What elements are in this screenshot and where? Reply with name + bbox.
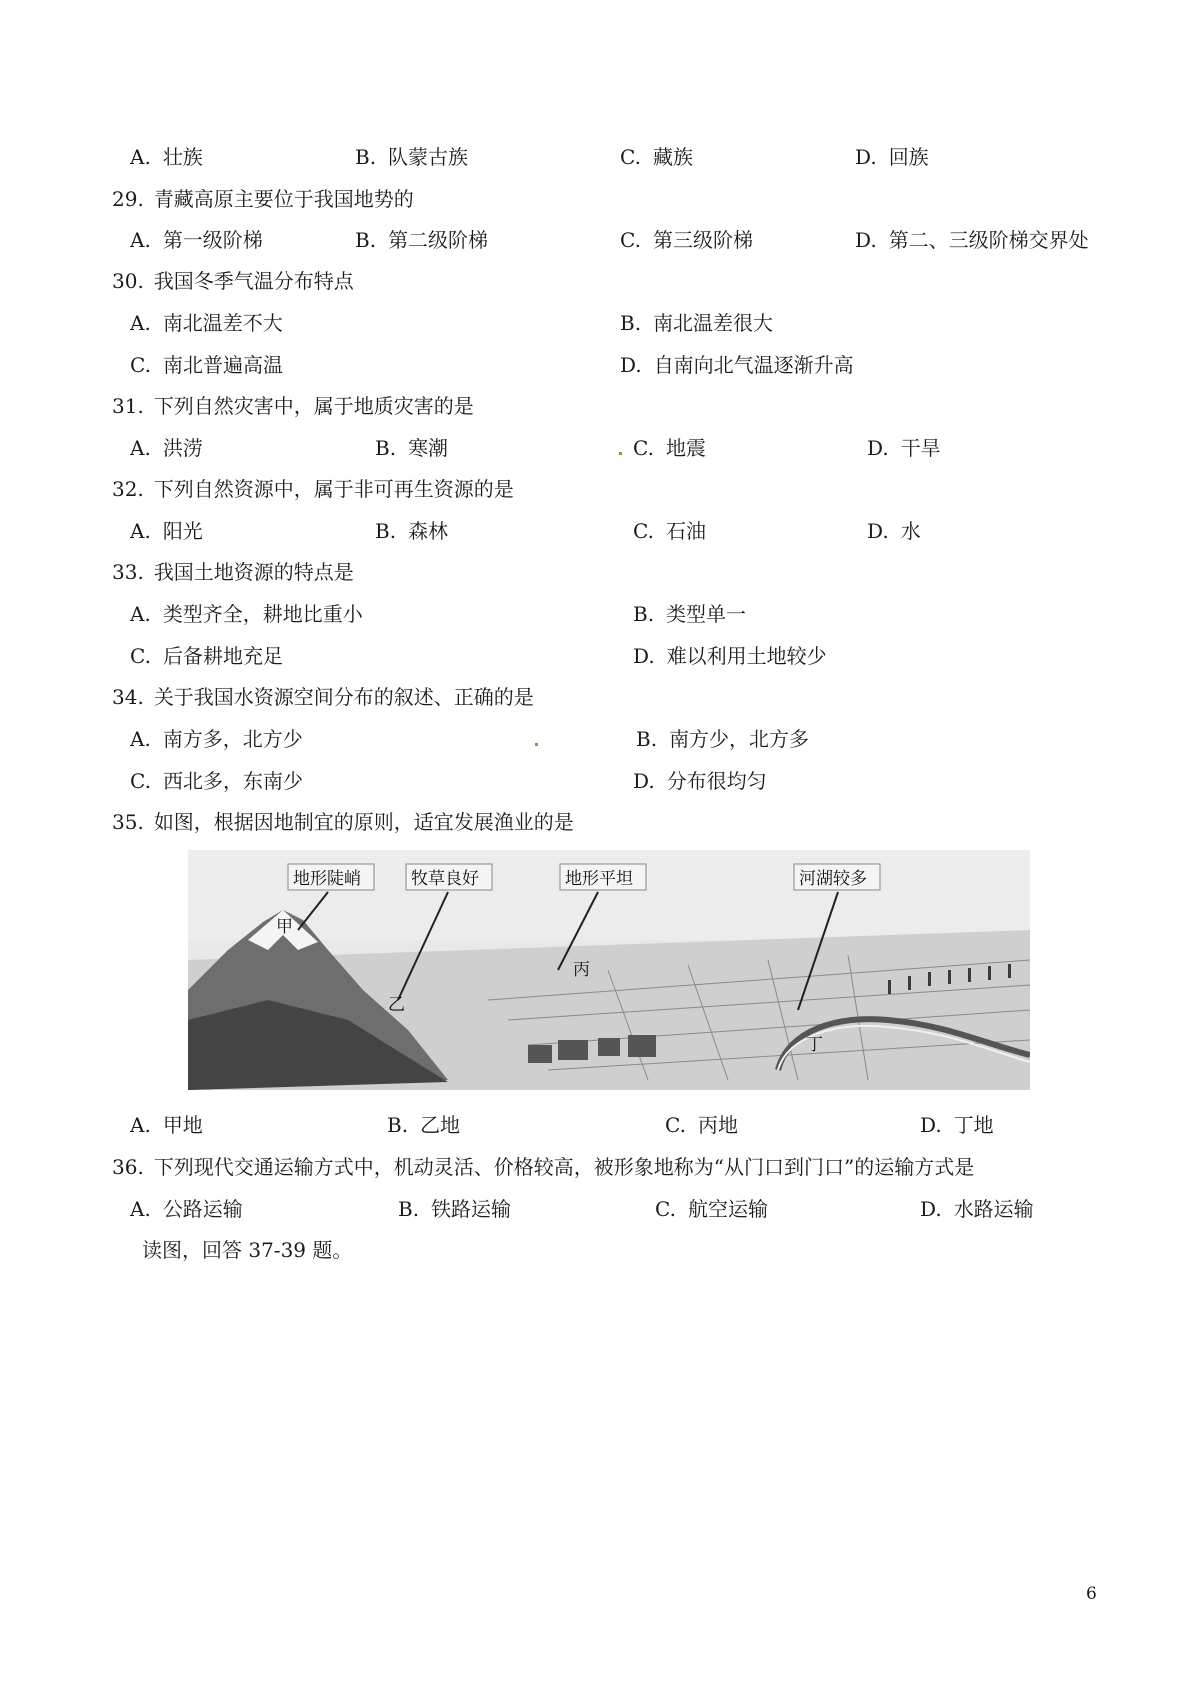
q36-option-c: C. 航空运输 <box>655 1197 768 1221</box>
q34-option-d: D. 分布很均匀 <box>633 769 767 793</box>
q31-option-d: D. 干旱 <box>867 436 941 460</box>
q33-option-b: B. 类型单一 <box>633 602 747 626</box>
q31-option-c: C. 地震 <box>633 436 706 460</box>
q30-option-a: A. 南北温差不大 <box>130 311 283 335</box>
q33-stem: 33. 我国土地资源的特点是 <box>112 560 354 584</box>
q35-option-d: D. 丁地 <box>920 1113 994 1137</box>
q35-option-a: A. 甲地 <box>130 1113 203 1137</box>
q29-stem: 29. 青藏高原主要位于我国地势的 <box>112 187 414 211</box>
q28-option-c: C. 藏族 <box>620 145 693 169</box>
q31-option-a: A. 洪涝 <box>130 436 203 460</box>
q35-stem: 35. 如图，根据因地制宜的原则，适宜发展渔业的是 <box>112 810 574 834</box>
figure-label-1: 地形陡峭 <box>293 869 361 889</box>
q30-option-b: B. 南北温差很大 <box>620 311 774 335</box>
q29-option-d: D. 第二、三级阶梯交界处 <box>855 228 1089 252</box>
q34-option-b: B. 南方少，北方多 <box>636 727 810 751</box>
print-speck <box>619 452 622 455</box>
q33-option-d: D. 难以利用土地较少 <box>633 644 827 668</box>
q31-option-b: B. 寒潮 <box>375 436 449 460</box>
q29-option-a: A. 第一级阶梯 <box>130 228 263 252</box>
q32-option-d: D. 水 <box>867 519 921 543</box>
landscape-figure <box>188 850 1030 1090</box>
q33-option-c: C. 后备耕地充足 <box>130 644 283 668</box>
q28-option-d: D. 回族 <box>855 145 929 169</box>
q36-option-b: B. 铁路运输 <box>398 1197 512 1221</box>
figure-marker-jia: 甲 <box>276 917 293 937</box>
figure-marker-ding: 丁 <box>806 1035 823 1055</box>
q32-option-c: C. 石油 <box>633 519 706 543</box>
q36-option-d: D. 水路运输 <box>920 1197 1034 1221</box>
instruction-text: 读图，回答 37-39 题。 <box>142 1238 353 1262</box>
q29-option-c: C. 第三级阶梯 <box>620 228 753 252</box>
figure-marker-bing: 丙 <box>573 960 590 980</box>
q36-stem: 36. 下列现代交通运输方式中，机动灵活、价格较高，被形象地称为“从门口到门口”的运输方式是 <box>112 1155 975 1179</box>
page-number: 6 <box>1086 1584 1097 1604</box>
q34-stem: 34. 关于我国水资源空间分布的叙述、正确的是 <box>112 685 534 709</box>
q33-option-a: A. 类型齐全，耕地比重小 <box>130 602 363 626</box>
q29-option-b: B. 第二级阶梯 <box>355 228 489 252</box>
q34-option-a: A. 南方多，北方少 <box>130 727 303 751</box>
q32-option-b: B. 森林 <box>375 519 449 543</box>
q30-option-d: D. 自南向北气温逐渐升高 <box>620 353 854 377</box>
q32-option-a: A. 阳光 <box>130 519 203 543</box>
figure-marker-yi: 乙 <box>388 995 405 1015</box>
q35-option-c: C. 丙地 <box>665 1113 738 1137</box>
q30-option-c: C. 南北普遍高温 <box>130 353 283 377</box>
q30-stem: 30. 我国冬季气温分布特点 <box>112 269 354 293</box>
q31-stem: 31. 下列自然灾害中，属于地质灾害的是 <box>112 394 474 418</box>
q28-option-b: B. 队蒙古族 <box>355 145 469 169</box>
q35-option-b: B. 乙地 <box>387 1113 461 1137</box>
q36-option-a: A. 公路运输 <box>130 1197 243 1221</box>
q28-option-a: A. 壮族 <box>130 145 203 169</box>
q34-option-c: C. 西北多，东南少 <box>130 769 303 793</box>
print-speck <box>535 743 538 746</box>
figure-label-2: 牧草良好 <box>411 869 479 889</box>
figure-label-4: 河湖较多 <box>799 869 867 889</box>
q32-stem: 32. 下列自然资源中，属于非可再生资源的是 <box>112 477 514 501</box>
figure-label-3: 地形平坦 <box>565 869 633 889</box>
